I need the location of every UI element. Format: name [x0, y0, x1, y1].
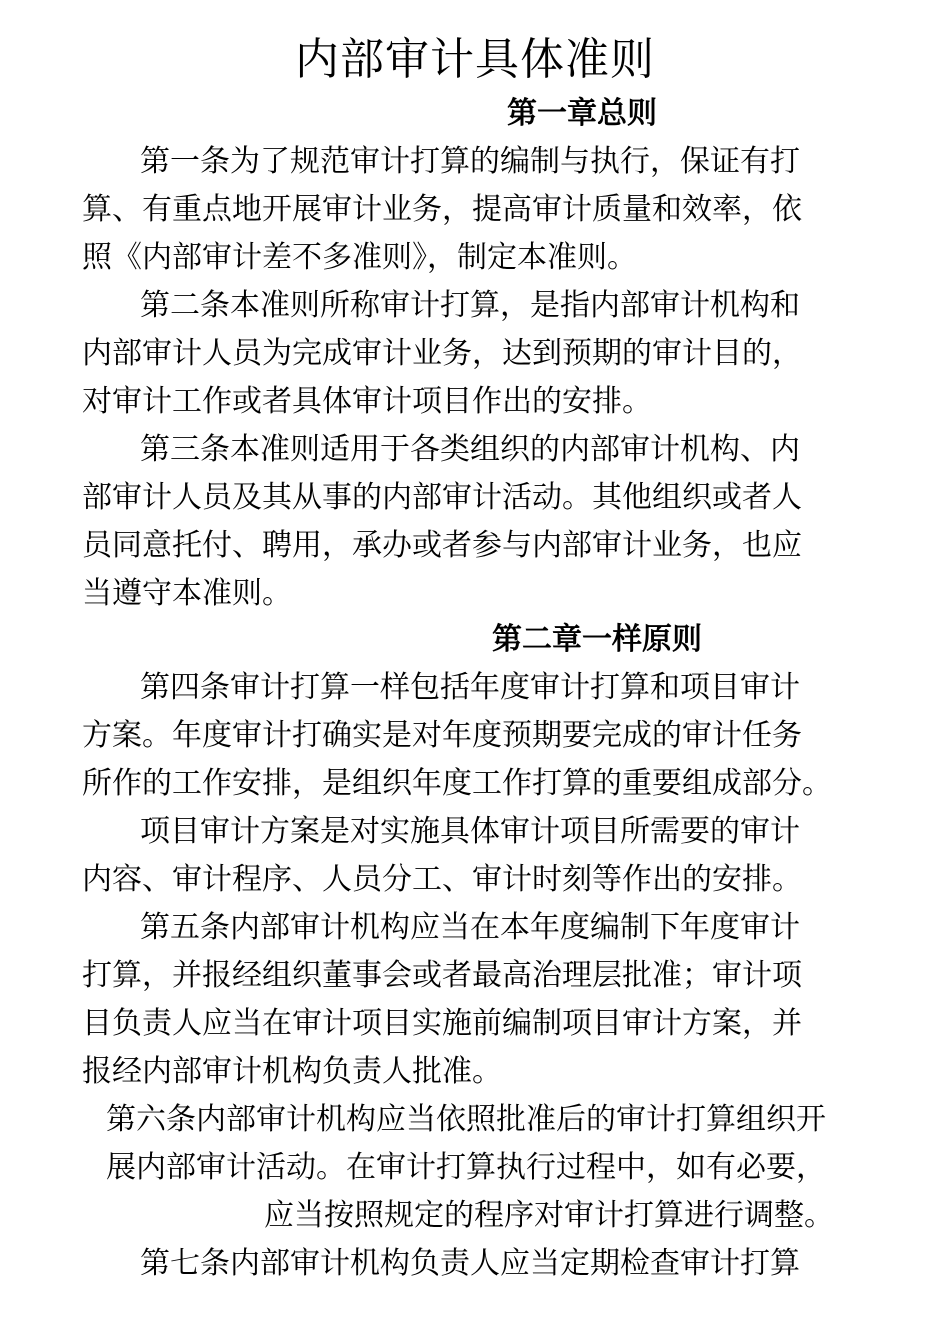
article-7-line-1: 第七条内部审计机构负责人应当定期检查审计打算	[140, 1246, 800, 1281]
article-5-line-4: 报经内部审计机构负责人批准。	[82, 1054, 502, 1089]
article-1-line-2: 算、有重点地开展审计业务，提高审计质量和效率，依	[82, 192, 802, 227]
article-3-line-1: 第三条本准则适用于各类组织的内部审计机构、内	[140, 432, 800, 467]
article-4b-line-1: 项目审计方案是对实施具体审计项目所需要的审计	[140, 814, 800, 849]
article-2-line-1: 第二条本准则所称审计打算，是指内部审计机构和	[140, 288, 800, 323]
article-1-line-1: 第一条为了规范审计打算的编制与执行，保证有打	[140, 144, 800, 179]
article-6-line-1: 第六条内部审计机构应当依照批准后的审计打算组织开	[106, 1102, 826, 1137]
article-4-line-3: 所作的工作安排，是组织年度工作打算的重要组成部分。	[82, 766, 832, 801]
article-3-line-3: 员同意托付、聘用，承办或者参与内部审计业务，也应	[82, 528, 802, 563]
article-2-line-2: 内部审计人员为完成审计业务，达到预期的审计目的，	[82, 336, 802, 371]
article-2-line-3: 对审计工作或者具体审计项目作出的安排。	[82, 384, 652, 419]
article-4-line-2: 方案。年度审计打确实是对年度预期要完成的审计任务	[82, 718, 802, 753]
article-3-line-2: 部审计人员及其从事的内部审计活动。其他组织或者人	[82, 480, 802, 515]
article-5-line-1: 第五条内部审计机构应当在本年度编制下年度审计	[140, 910, 800, 945]
document-title: 内部审计具体准则	[295, 34, 655, 85]
article-5-line-2: 打算，并报经组织董事会或者最高治理层批准；审计项	[82, 958, 802, 993]
article-5-line-3: 目负责人应当在审计项目实施前编制项目审计方案，并	[82, 1006, 802, 1041]
chapter-heading-1: 第一章总则	[507, 96, 657, 131]
article-6-line-3: 应当按照规定的程序对审计打算进行调整。	[264, 1198, 834, 1233]
article-1-line-3: 照《内部审计差不多准则》，制定本准则。	[82, 240, 637, 275]
article-4-line-1: 第四条审计打算一样包括年度审计打算和项目审计	[140, 670, 800, 705]
chapter-heading-2: 第二章一样原则	[492, 622, 702, 657]
article-4b-line-2: 内容、审计程序、人员分工、审计时刻等作出的安排。	[82, 862, 802, 897]
article-6-line-2: 展内部审计活动。在审计打算执行过程中，如有必要，	[106, 1150, 826, 1185]
article-3-line-4: 当遵守本准则。	[82, 576, 292, 611]
